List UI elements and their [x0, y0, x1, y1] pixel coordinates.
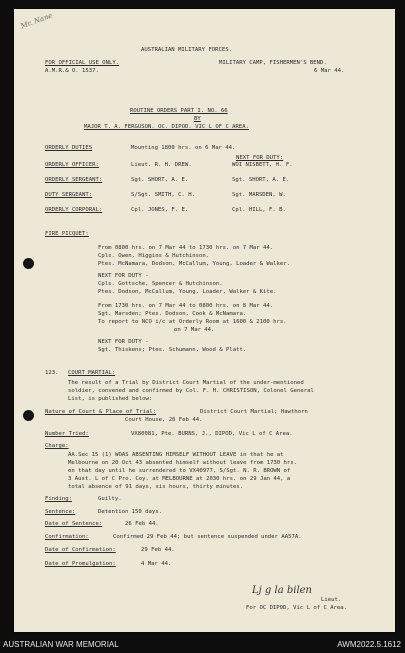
signatory-unit: For OC DIPOD, Vic L of C Area.	[246, 605, 348, 611]
duty-sergeant-label: DUTY SERGEANT:	[45, 192, 93, 198]
footer-catalogue-number: AWM2022.5.1612	[337, 640, 401, 649]
fire-line: NEXT FOR DUTY -	[98, 273, 149, 279]
document-date: 6 Mar 44.	[314, 68, 345, 74]
orderly-duties-value: Mounting 1800 hrs. on 6 Mar 44.	[131, 145, 236, 151]
signature: Lj g la bilen	[252, 585, 312, 596]
official-use-label: FOR OFFICIAL USE ONLY.	[45, 60, 120, 66]
intro-line: List, is published below:	[68, 396, 153, 402]
fire-line: From 1730 hrs. on 7 Mar 44 to 0800 hrs. on 8 Mar 44.	[98, 303, 274, 309]
fire-line: Cpls. Gottsche, Spencer & Hutchinson.	[98, 281, 223, 287]
fire-line: From 0800 hrs. on 7 Mar 44 to 1730 hrs. on 7 Mar 44.	[98, 245, 274, 251]
punch-hole	[23, 410, 34, 421]
by-label: BY	[194, 116, 201, 122]
intro-line: soldier, convened and confirmed by Col. F. H. CHRISTISON, Colonel General	[68, 388, 314, 394]
fire-line: Sgt. Thiskens; Ptes. Schumann, Wood & Platt.	[98, 347, 247, 353]
orderly-officer-value: Lieut. R. H. DREW.	[131, 162, 192, 168]
nature-of-court-value: District Court Martial; Hawthorn	[200, 409, 308, 415]
fire-line: To report to NCO i/c at Orderly Room at 1600 & 2100 hrs.	[98, 319, 287, 325]
fire-line: Ptes. McNamara, Dodson, McCallum, Young, Loader & Walker.	[98, 261, 290, 267]
orderly-sergeant-label: ORDERLY SERGEANT:	[45, 177, 103, 183]
orderly-sergeant-next: Sgt. SHORT, A. E.	[232, 177, 290, 183]
date-of-confirmation-value: 29 Feb 44.	[141, 547, 175, 553]
intro-line: The result of a Trial by District Court Martial of the under-mentioned	[68, 380, 304, 386]
charge-line: on that day until he surrendered to VX40977, S/Sgt. N. R. BROWN of	[68, 468, 291, 474]
duty-sergeant-value: S/Sgt. SMITH, C. H.	[131, 192, 195, 198]
orderly-sergeant-value: Sgt. SHORT, A. E.	[131, 177, 189, 183]
fire-picquet-label: FIRE PICQUET:	[45, 231, 89, 237]
finding-label: Finding:	[45, 496, 72, 502]
orderly-officer-next: WOI NISBETT, H. F.	[232, 162, 293, 168]
orderly-corporal-label: ORDERLY CORPORAL:	[45, 207, 103, 213]
finding-value: Guilty.	[98, 496, 122, 502]
sentence-label: Sentence:	[45, 509, 76, 515]
charge-label: Charge:	[45, 443, 69, 449]
court-martial-heading: COURT MARTIAL:	[68, 370, 116, 376]
date-of-sentence-value: 26 Feb 44.	[125, 521, 159, 527]
fire-line: Cpls. Owen, Higgins & Hutchinson.	[98, 253, 210, 259]
duty-sergeant-next: Sgt. MARSDEN, W.	[232, 192, 286, 198]
date-of-promulgation-value: 4 Mar 44.	[141, 561, 172, 567]
next-for-duty-heading: NEXT FOR DUTY:	[236, 155, 284, 161]
section-number: 123.	[45, 370, 59, 376]
officer-line: MAJOR T. A. FERGUSON. OC. DIPOD. VIC L OF C AREA.	[84, 124, 250, 130]
number-tried-label: Number Tried:	[45, 431, 89, 437]
date-of-confirmation-label: Date of Confirmation:	[45, 547, 116, 553]
sentence-value: Detention 150 days.	[98, 509, 162, 515]
orderly-duties-label: ORDERLY DUTIES	[45, 145, 93, 151]
header-title: AUSTRALIAN MILITARY FORCES.	[141, 47, 232, 53]
signatory-rank: Lieut.	[321, 597, 342, 603]
date-of-sentence-label: Date of Sentence:	[45, 521, 103, 527]
orderly-corporal-next: Cpl. HILL, F. B.	[232, 207, 286, 213]
nature-of-court-value-cont: Court House, 26 Feb 44.	[125, 417, 203, 423]
charge-line: AA.Sec 15 (1) WOAS ABSENTING HIMSELF WITHOUT LEAVE in that he at	[68, 452, 284, 458]
charge-line: 3 Aust. L of C Pro. Coy. at MELBOURNE at 2030 hrs. on 29 Jan 44, a	[68, 476, 291, 482]
order-reference: A.M.R.& O. 1537.	[45, 68, 99, 74]
fire-line: NEXT FOR DUTY -	[98, 339, 149, 345]
routine-orders-title: ROUTINE ORDERS PART I. NO. 66	[130, 108, 228, 114]
date-of-promulgation-label: Date of Promulgation:	[45, 561, 116, 567]
document-page	[14, 9, 395, 632]
number-tried-value: VX80081, Pte. BURNS, J., DIPOD, Vic L of C Area.	[131, 431, 293, 437]
charge-line: total absence of 91 days, six hours, thirty minutes.	[68, 484, 244, 490]
confirmation-label: Confirmation:	[45, 534, 89, 540]
orderly-corporal-value: Cpl. JONES, F. E.	[131, 207, 189, 213]
footer-institution: AUSTRALIAN WAR MEMORIAL	[3, 640, 119, 649]
orderly-officer-label: ORDERLY OFFICER:	[45, 162, 99, 168]
handwritten-note: Mr. Nane	[19, 11, 54, 31]
fire-line: on 7 Mar 44.	[174, 327, 215, 333]
fire-line: Ptes. Dodson, McCallum, Young, Loader, Walker & Kite.	[98, 289, 277, 295]
charge-line: Melbourne on 20 Oct 43 absented himself without leave from 1730 hrs.	[68, 460, 298, 466]
confirmation-value: Confirmed 29 Feb 44; but sentence suspended under AA57A.	[113, 534, 302, 540]
camp-location: MILITARY CAMP, FISHERMEN'S BEND.	[219, 60, 327, 66]
fire-line: Sgt. Marsden; Ptes. Dodson, Cook & McNamara.	[98, 311, 247, 317]
punch-hole	[23, 258, 34, 269]
nature-of-court-label: Nature of Court & Place of Trial:	[45, 409, 157, 415]
